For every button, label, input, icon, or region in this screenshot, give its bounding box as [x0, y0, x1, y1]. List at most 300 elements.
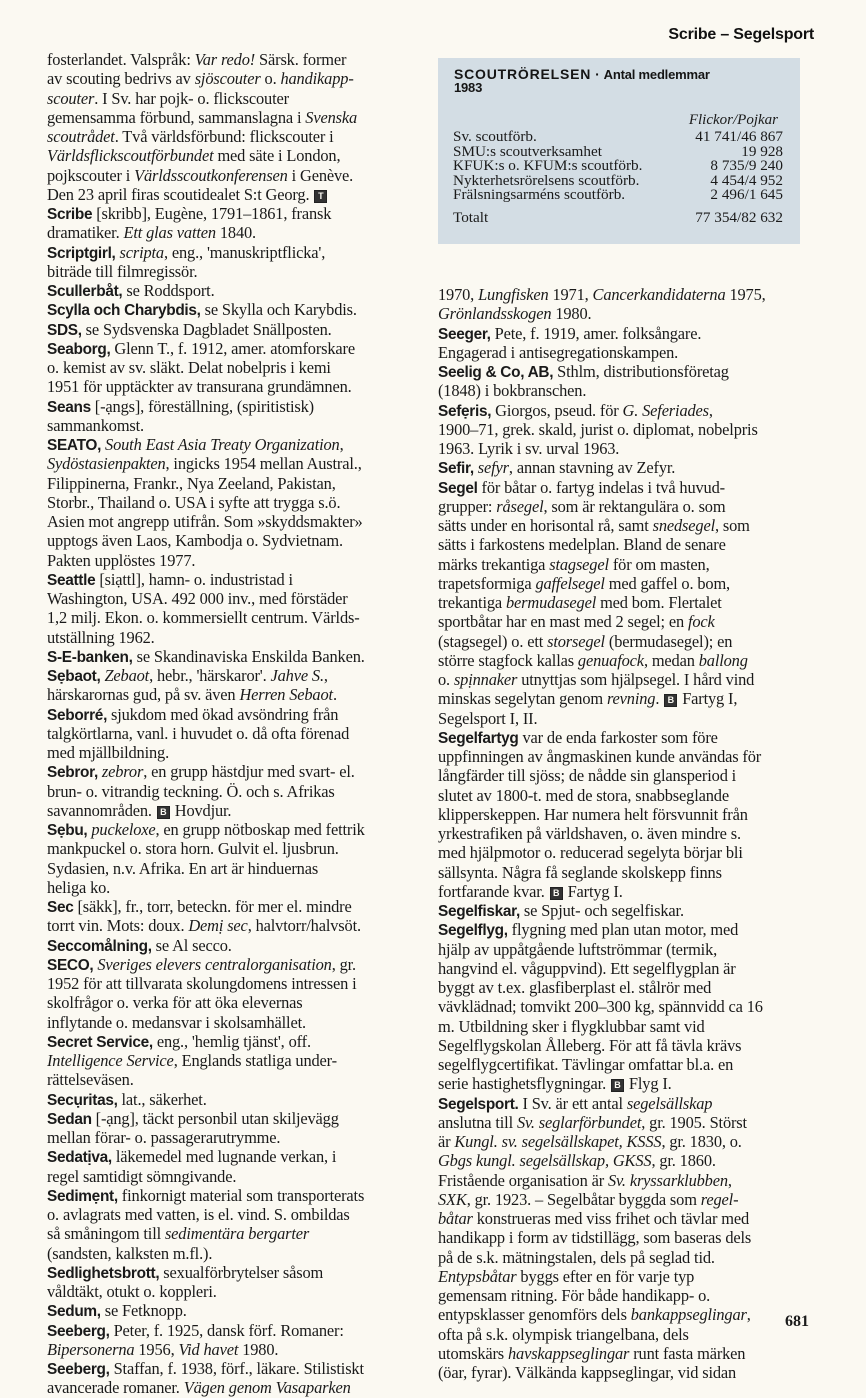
text-line [47, 1224, 429, 1243]
body-text: utnyttjas som hjälpsegel. I hård vind [517, 670, 755, 689]
italic-text: zebror [101, 762, 144, 782]
factbox-table [453, 130, 783, 226]
text-line [438, 1325, 824, 1344]
body-text: 1975, [725, 285, 766, 304]
body-text: Pete, f. 1919, amer. folksångare. [490, 323, 702, 343]
text-line [47, 1032, 429, 1051]
text-line [438, 362, 824, 381]
body-text: Pakten upplöstes 1977. [47, 550, 196, 570]
headword: Segelfartyg [438, 729, 519, 747]
text-line [438, 574, 824, 593]
text-line [47, 358, 429, 377]
text-line [47, 608, 429, 627]
body-text: 1840. [215, 223, 256, 243]
body-text: 1956, [134, 1339, 179, 1359]
text-line [47, 1167, 429, 1186]
body-text: pojkscouter i [47, 165, 135, 185]
body-text: o. avlagrats med vatten, is el. vind. S. ombildas [47, 1205, 350, 1224]
text-line [47, 916, 429, 935]
text-line [438, 940, 824, 959]
body-text: , eng., 'manuskriptflicka', [163, 242, 326, 262]
text-line [438, 1036, 824, 1055]
headword: Sefẹris, [438, 402, 492, 420]
text-line [47, 127, 429, 146]
italic-text: gaffelsegel [535, 573, 605, 593]
text-line [47, 782, 429, 801]
factbox-subtitle: Antal medlemmar [603, 67, 710, 82]
body-text: för båtar o. fartyg indelas i två huvud- [477, 477, 725, 497]
italic-text: Vägen genom Vasaparken [183, 1378, 351, 1398]
italic-text: sefyr [477, 458, 509, 478]
factbox-separator: · [591, 66, 604, 82]
italic-text: Zebaot [104, 666, 150, 685]
text-line [438, 439, 824, 458]
text-line [438, 882, 824, 901]
body-text: Sydasien, n.v. Afrika. En art är hinduernas [47, 858, 319, 878]
italic-text: Ett glas vatten [123, 223, 216, 243]
text-line [438, 1267, 824, 1286]
text-line [47, 666, 429, 685]
body-text: 1,2 milj. Ekon. o. kommersiellt centrum. Världs- [47, 608, 360, 628]
body-text: Filippinerna, Frankr., Nya Zeeland, Pakistan, [47, 473, 336, 493]
text-line [47, 628, 429, 647]
text-line [438, 747, 824, 766]
text-line [438, 1305, 824, 1324]
text-line [438, 824, 824, 843]
body-text: för om masten, [608, 554, 710, 574]
body-text: 1971, [548, 285, 593, 304]
text-line [47, 705, 429, 724]
text-line [47, 1070, 429, 1089]
headword: Sedimẹnt, [47, 1187, 118, 1205]
text-line [47, 1263, 429, 1282]
body-text: trapetsformiga [438, 573, 536, 593]
body-text: minskas segelytan genom [438, 689, 607, 709]
text-line [438, 458, 824, 477]
body-text: brun- o. vitrandig teckning. Ö. och s. Afrikas [47, 781, 335, 801]
italic-text: regel- [700, 1189, 739, 1209]
italic-text: Svenska [305, 107, 358, 127]
body-text: , som [714, 516, 750, 535]
headword: Scribe [47, 206, 93, 223]
text-line [438, 978, 824, 997]
italic-text: Jahve S. [270, 666, 324, 685]
text-line [47, 955, 429, 974]
headword: Scylla och Charybdis, [47, 302, 201, 320]
text-line [438, 959, 824, 978]
body-text: I Sv. är ett antal [518, 1093, 627, 1113]
italic-text: handikapp- [280, 69, 354, 89]
headword: SEATO, [47, 437, 102, 454]
factbox-year: 1983 [454, 80, 483, 95]
text-line [47, 936, 429, 955]
body-text: hangvind el. våguppvind). Ett segelflygplan är [438, 958, 736, 978]
text-line [47, 1359, 429, 1378]
body-text: handikapp i form av tidstillägg, som baseras dels [438, 1228, 752, 1248]
italic-text: Demị sec [188, 916, 248, 936]
text-line [47, 1090, 429, 1109]
headword: Segelfiskar, [438, 903, 520, 920]
body-text: . [332, 685, 337, 705]
body-text: Giorgos, pseud. för [491, 400, 623, 420]
text-line [47, 493, 429, 512]
body-text: rättelseväsen. [47, 1070, 134, 1090]
body-text: Hovdjur. [170, 800, 232, 820]
body-text: [-ạng], täckt personbil utan skiljevägg [91, 1108, 339, 1128]
body-text: konstrueras med viss frihet och tävlar med [472, 1209, 749, 1228]
italic-text: bankappseglingar [630, 1305, 747, 1325]
body-text: inflytande o. medansvar i skolsamhället. [47, 1012, 306, 1032]
body-text: anslutna till [438, 1112, 517, 1132]
text-line [47, 223, 429, 242]
body-text: , gr. [331, 954, 356, 974]
italic-text: Grönlandsskogen [438, 304, 552, 324]
text-line [47, 685, 429, 704]
text-line [47, 897, 429, 916]
text-line [47, 185, 429, 204]
text-line [47, 204, 429, 223]
text-line [47, 320, 429, 339]
text-line [438, 901, 824, 920]
text-line [438, 997, 824, 1016]
total-label: Totalt [453, 208, 489, 226]
text-line [438, 1132, 824, 1151]
headword: Sefir, [438, 460, 474, 478]
text-line [47, 377, 429, 396]
italic-text: segelsällskap [626, 1093, 713, 1113]
text-line [47, 1186, 429, 1205]
italic-text: stagsegel [549, 554, 609, 574]
body-text: med mjällbildning. [47, 743, 170, 762]
headword: Seccomålning, [47, 937, 152, 955]
body-text: torrt vin. Mots: doux. [47, 916, 189, 936]
headword: Sedatịva, [47, 1149, 112, 1167]
text-line [47, 1109, 429, 1128]
italic-text: Sveriges elevers centralorganisation [97, 954, 332, 974]
italic-text: Sv. seglarförbundet [516, 1112, 642, 1132]
italic-text: Intelligence Service [47, 1051, 174, 1070]
text-line [438, 920, 824, 939]
text-line [438, 324, 824, 343]
text-line [47, 397, 429, 416]
italic-text: fock [687, 612, 715, 632]
text-line [47, 801, 429, 820]
headword: Seborré, [47, 706, 108, 724]
text-line [438, 651, 824, 670]
body-text: Storbr., Thailand o. USA i syfte att trygga s.ö. [47, 492, 341, 512]
body-text: , halvtorr/halvsöt. [247, 916, 361, 936]
body-text: Segelsport I, II. [438, 708, 538, 728]
body-text: vävklädnad; tomvikt 200–300 kg, spännvidd ca 16 [438, 997, 763, 1017]
headword: Sẹbaot, [47, 668, 101, 685]
scout-membership-factbox [438, 58, 800, 244]
headword: Sebror, [47, 764, 98, 782]
factbox-row [453, 188, 783, 203]
row-value: 19 928 [741, 142, 783, 160]
body-text: , gr. 1923. – Segelbåtar byggda som [466, 1189, 701, 1209]
italic-text: scripta [119, 242, 164, 262]
text-line [47, 50, 429, 69]
italic-text: bermudasegel [505, 593, 597, 612]
text-line [47, 589, 429, 608]
italic-text: Cancerkandidaterna [592, 285, 726, 304]
body-text: , en grupp hästdjur med svart- el. [143, 762, 355, 782]
text-line [47, 89, 429, 108]
body-text: Sthlm, distributionsföretag [553, 362, 729, 381]
body-text: sexualförbrytelser såsom [159, 1262, 324, 1282]
body-text: (öar, fyrar). Välkända kappseglingar, vid sidan [438, 1363, 737, 1382]
body-text: trekantiga [438, 593, 506, 612]
italic-text: Sv. kryssarklubben [607, 1170, 728, 1190]
headword: Segelsport. [438, 1095, 519, 1113]
factbox-total-row [453, 203, 783, 226]
body-text: Fartyg I, [678, 689, 738, 709]
text-line [47, 454, 429, 473]
text-line [438, 1074, 824, 1093]
body-text: , [339, 435, 344, 454]
body-text: (bermudasegel); en [604, 631, 733, 651]
picture-reference-icon: B [611, 1079, 624, 1092]
text-line [438, 1094, 824, 1113]
body-text: , hebr., 'härskaror'. [149, 666, 271, 685]
body-text: sammankomst. [47, 415, 144, 435]
body-text: mellan förar- o. passagerarutrymme. [47, 1128, 281, 1147]
text-line [47, 474, 429, 493]
body-text: hjälp av uppåtgående luftströmmar (termik, [438, 939, 718, 959]
body-text: flygning med plan utan motor, med [507, 920, 739, 940]
text-line [438, 285, 824, 304]
italic-text: revning [606, 689, 656, 709]
italic-text: Världsscoutkonferensen [134, 165, 288, 185]
text-line [47, 974, 429, 993]
headword: SECO, [47, 956, 94, 974]
body-text: av scouting bedrivs av [47, 69, 195, 89]
body-text: yrkestrafiken på världshaven, o. även mindre s. [438, 824, 741, 843]
body-text: Washington, USA. 492 000 inv., med förstäder [47, 589, 348, 608]
body-text: gemensamma förbund, sammanslagna i [47, 107, 306, 127]
body-text: härskarornas gud, på sv. även [47, 685, 240, 705]
body-text: entypsklasser genomförs dels [438, 1305, 631, 1325]
body-text: Särsk. former [255, 50, 347, 69]
text-line [47, 1147, 429, 1166]
text-line [47, 839, 429, 858]
body-text: lat., säkerhet. [117, 1089, 207, 1109]
text-line [47, 859, 429, 878]
headword: Seaborg, [47, 340, 111, 358]
body-text: , gr. 1860. [651, 1151, 716, 1171]
body-text: sportbåtar har en mast med 2 segel; en [438, 612, 688, 632]
body-text: slutet av 1800-t. med de stora, snabbseglande [438, 785, 729, 805]
body-text: grupper: [438, 496, 497, 516]
text-line [438, 689, 824, 708]
body-text: se Skylla och Karybdis. [200, 300, 357, 320]
text-line [47, 570, 429, 589]
body-text: [skribb], Eugène, 1791–1861, fransk [92, 204, 332, 223]
body-text: biträde till filmregissör. [47, 261, 198, 281]
italic-text: genuafock [577, 650, 644, 670]
body-text: sätts under en horisontal rå, samt [438, 516, 653, 535]
headword: Seeberg, [47, 1322, 110, 1340]
italic-text: puckeloxe [91, 820, 156, 839]
italic-text: storsegel [547, 631, 605, 651]
running-head: Scribe – Segelsport [668, 26, 814, 43]
body-text: 1963. Lyrik i sv. urval 1963. [438, 439, 620, 458]
row-value: 2 496/1 645 [710, 186, 783, 204]
factbox-title-main: SCOUTRÖRELSEN [454, 66, 592, 82]
body-text: savannområden. [47, 800, 156, 820]
body-text: är [438, 1132, 455, 1151]
italic-text: ballong [698, 650, 748, 670]
body-text: 1980. [238, 1339, 279, 1359]
body-text: , medan [643, 650, 699, 670]
body-text: sällsynta. Några få seglande skolskepp finns [438, 862, 722, 882]
italic-text: båtar [438, 1209, 473, 1228]
row-label: Nykterhetsrörelsens scoutförb. [453, 171, 640, 189]
italic-text: Gbgs kungl. segelsällskap, GKSS [438, 1151, 652, 1171]
body-text: finkornigt material som transporterats [117, 1185, 365, 1205]
body-text: se Roddsport. [122, 281, 215, 300]
headword: Segel [438, 479, 478, 497]
body-text: fortfarande kvar. [438, 881, 549, 901]
text-line [438, 1209, 824, 1228]
text-line [47, 1378, 429, 1397]
body-text: . [655, 689, 664, 709]
text-line [438, 786, 824, 805]
body-text: 1980. [551, 304, 592, 324]
text-line [47, 69, 429, 88]
headword: Secret Service, [47, 1033, 153, 1051]
body-text: mankpuckel o. stora horn. Gulvit el. ljusbrun. [47, 839, 339, 859]
body-text: Den 23 april firas scoutidealet S:t Georg. [47, 184, 314, 204]
body-text: , ingicks 1954 mellan Austral., [165, 454, 362, 474]
body-text: gemensam ritning. För både handikapp- o. [438, 1286, 711, 1305]
total-value: 77 354/82 632 [695, 208, 783, 226]
headword: Seeberg, [47, 1361, 110, 1378]
italic-text: Sydöstasienpakten [47, 454, 166, 474]
text-line [47, 1321, 429, 1340]
italic-text: Vid havet [178, 1339, 239, 1359]
text-line [438, 766, 824, 785]
text-line [438, 497, 824, 516]
text-line [47, 166, 429, 185]
body-text: . I Sv. har pojk- o. flickscouter [94, 88, 289, 108]
text-line [438, 1055, 824, 1074]
headword: Seelig & Co, AB, [438, 364, 554, 381]
body-text: [-ạngs], föreställning, (spiritistisk) [90, 396, 314, 416]
text-line [47, 1051, 429, 1070]
text-line [438, 612, 824, 631]
body-text: uppfinningen av ångmaskinen kunde användas för [438, 747, 762, 766]
row-label: KFUK:s o. KFUM:s scoutförb. [453, 157, 643, 175]
body-text: (stagsegel) o. ett [438, 631, 548, 651]
italic-text: scouter [47, 88, 95, 108]
italic-text: G. Seferiades [622, 400, 709, 420]
body-text: på de s.k. mätningstalen, dels på seglad tid. [438, 1247, 715, 1267]
text-line [438, 304, 824, 323]
headword: Sedum, [47, 1303, 101, 1321]
headword: Sedlighetsbrott, [47, 1264, 160, 1282]
italic-text: spịnnaker [453, 670, 518, 689]
headword: Scriptgirl, [47, 244, 116, 262]
body-text: o. [260, 69, 281, 89]
body-text: utomskärs [438, 1343, 508, 1363]
text-line [47, 300, 429, 319]
text-line [438, 728, 824, 747]
body-text: o. [438, 670, 454, 689]
body-text: regel samtidigt sömngivande. [47, 1166, 237, 1186]
headword: Seans [47, 398, 91, 416]
body-text: i Genève. [287, 165, 354, 185]
text-line [438, 593, 824, 612]
body-text: Peter, f. 1925, dansk förf. Romaner: [109, 1320, 344, 1340]
text-line [47, 1013, 429, 1032]
headword: Sec [47, 899, 74, 916]
body-text: se Sydsvenska Dagbladet Snällposten. [81, 319, 332, 339]
body-text: med gaffel o. bom, [604, 573, 731, 593]
body-text: (sandsten, kalksten m.fl.). [47, 1243, 213, 1263]
text-line [47, 281, 429, 300]
italic-text: scoutrådet [47, 127, 115, 146]
text-line [47, 993, 429, 1012]
italic-text: råsegel [496, 496, 544, 516]
factbox-title [454, 68, 794, 94]
text-line [438, 709, 824, 728]
text-line [47, 647, 429, 666]
body-text: avancerade romaner. [47, 1378, 184, 1398]
text-line [47, 531, 429, 550]
italic-text: Bipersonerna [47, 1339, 135, 1359]
text-line [438, 1248, 824, 1267]
text-line [47, 1301, 429, 1320]
headword: Sẹbu, [47, 822, 88, 839]
body-text: , [727, 1170, 732, 1190]
text-line [47, 339, 429, 358]
body-text: upptogs även Laos, Kambodja o. Sydvietnam. [47, 531, 343, 551]
text-line [438, 535, 824, 554]
body-text: så småningom till [47, 1224, 165, 1244]
body-text: långfärder till sjöss; de nådde sin glansperiod i [438, 766, 737, 786]
text-line [438, 1190, 824, 1209]
body-text: 1951 för upptäckter av transurana grundämnen. [47, 377, 352, 397]
body-text: läkemedel med lugnande verkan, i [111, 1147, 337, 1167]
body-text: dramatiker. [47, 223, 124, 243]
italic-text: South East Asia Treaty Organization [105, 435, 340, 454]
body-text: (1848) i bokbranschen. [438, 381, 587, 401]
body-text: byggt av t.ex. glasfiberplast el. stålrör med [438, 978, 712, 997]
row-value: 8 735/9 240 [710, 157, 783, 175]
body-text: [siạttl], hamn- o. industristad i [95, 569, 293, 589]
body-text: serie hastighetsflygningar. [438, 1074, 610, 1094]
headword: SDS, [47, 321, 82, 339]
body-text: se Al secco. [151, 935, 232, 955]
body-text: 1970, [438, 285, 479, 304]
body-text: heliga ko. [47, 877, 111, 897]
text-line [438, 516, 824, 535]
text-line [47, 1128, 429, 1147]
italic-text: SXK [438, 1189, 467, 1209]
body-text: , gr. 1830, o. [661, 1132, 742, 1151]
body-text: , gr. 1905. Störst [641, 1112, 747, 1132]
text-line [47, 743, 429, 762]
text-line [47, 435, 429, 454]
text-line [47, 1340, 429, 1359]
body-text: runt fasta märken [629, 1343, 746, 1363]
body-text: Staffan, f. 1938, förf., läkare. Stilistiskt [109, 1359, 364, 1378]
body-text: segelflygcertifikat. Tävlingar omfattar bl.a. en [438, 1055, 734, 1074]
text-line [47, 108, 429, 127]
text-line [47, 262, 429, 281]
italic-text: Herren Sebaot [239, 685, 333, 705]
